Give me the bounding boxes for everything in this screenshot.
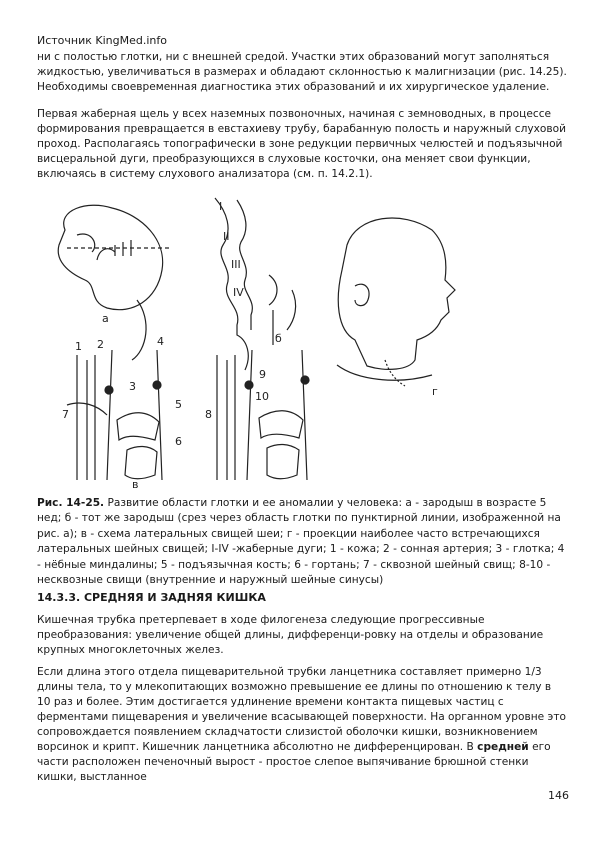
num-3: 3 bbox=[129, 380, 136, 393]
num-10: 10 bbox=[255, 390, 269, 403]
section-heading: 14.3.3. СРЕДНЯЯ И ЗАДНЯЯ КИШКА bbox=[37, 591, 266, 604]
num-4: 4 bbox=[157, 335, 164, 348]
num-9: 9 bbox=[259, 368, 266, 381]
caption-text: Развитие области глотки и ее аномалии у человека: а - зародыш в возрасте 5 нед; б - тот же зародыш (срез через область глотки по пунктирной линии, изображенной на рис. а); в - схема латеральных свищей шеи; г - проекции наиболее часто встречающихся латеральных шейных свищей; I-IV -жаберные дуги; 1 - кожа; 2 - сонная артерия; 3 - глотка; 4 - нёбные миндалины; 5 - подъязычная кость; 6 - гортань; 7 - сквозной шейный свищ; 8-10 - несквозные свищи (внутренние и наружный шейные синусы) bbox=[37, 497, 565, 587]
panel-label-v: в bbox=[132, 478, 139, 490]
panel-label-b: б bbox=[275, 332, 282, 345]
paragraph-4-bold: средней bbox=[477, 741, 529, 753]
paragraph-3: Кишечная трубка претерпевает в ходе филогенеза следующие прогрессивные преобразования: увеличение общей длины, дифференци-ровку на отделы и образование крупных многоклеточных желез. bbox=[37, 614, 544, 656]
source-line: Источник KingMed.info bbox=[37, 34, 167, 47]
paragraph-1: ни с полостью глотки, ни с внешней средой. Участки этих образований могут заполняться жидкостью, увеличиваться в размерах и обладают склонностью к малигнизации (рис. 14.25). Необходимы своевременная диагностика этих образований и их хирургическое удаление. bbox=[37, 51, 567, 93]
panel-label-a: а bbox=[102, 312, 109, 325]
panel-label-g: г bbox=[432, 385, 438, 398]
num-8: 8 bbox=[205, 408, 212, 421]
num-7: 7 bbox=[62, 408, 69, 421]
figure-14-25 bbox=[37, 190, 567, 490]
num-2: 2 bbox=[97, 338, 104, 351]
page-number: 146 bbox=[548, 789, 569, 802]
fistula-diagram-drawing bbox=[67, 350, 162, 480]
figure-caption bbox=[37, 496, 567, 588]
head-profile-drawing bbox=[337, 218, 455, 386]
paragraph-4-tail: его части расположен печеночный вырост - простое слепое выпячивание брюшной стенки кишки, выстланное bbox=[37, 741, 551, 783]
arch-label-3: III bbox=[231, 258, 241, 271]
arch-label-1: I bbox=[219, 200, 223, 213]
paragraph-4-text: Если длина этого отдела пищеварительной трубки ланцетника составляет примерно 1/3 длины тела, то у млекопитающих возможно превышение ее длины по отношению к телу в 10 раз и более. Этим достигается удлинение времени контакта пищевых частиц с ферментами пищеварения и увеличение всасывающей поверхности. На органном уровне это сопровождается появлением складчатости слизистой оболочки кишки, возникновением ворсинок и крипт. Кишечник ланцетника абсолютно не дифференцирован. В bbox=[37, 666, 567, 753]
paragraph-2: Первая жаберная щель у всех наземных позвоночных, начиная с земноводных, в процессе формирования превращается в евстахиеву трубу, барабанную полость и наружный слуховой проход. Располагаясь топографически в зоне редукции первичных челюстей и подъязычной висцеральной дуги, преобразующихся в слуховые косточки, она меняет свои функции, включаясь в систему слухового анализатора (см. п. 14.2.1). bbox=[37, 108, 567, 180]
num-6: 6 bbox=[175, 435, 182, 448]
num-1: 1 bbox=[75, 340, 82, 353]
arch-label-2: II bbox=[223, 230, 230, 243]
num-5: 5 bbox=[175, 398, 182, 411]
embryo-drawing bbox=[58, 205, 169, 360]
arch-label-4: IV bbox=[233, 286, 244, 299]
pharynx-section-drawing bbox=[215, 198, 296, 370]
caption-label: Рис. 14-25. bbox=[37, 497, 105, 509]
paragraph-4 bbox=[37, 665, 567, 785]
